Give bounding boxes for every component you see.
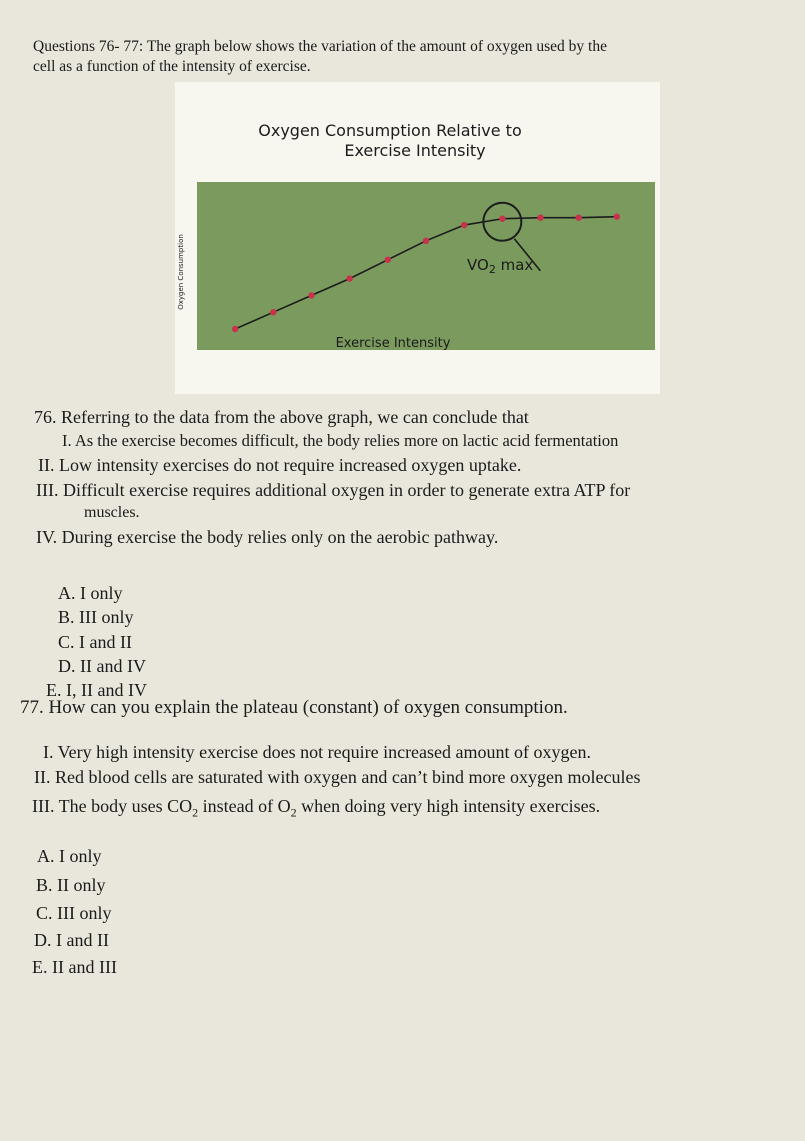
q77-statement-3: III. The body uses $CO_2$ instead of $O_2$ when doing very high intensity exercises. (32, 796, 601, 820)
data-point (270, 309, 276, 315)
data-point (385, 257, 391, 263)
chart-title-line-1: Oxygen Consumption Relative to (258, 121, 522, 140)
q76-statement-3: III. Difficult exercise requires additional oxygen in order to generate extra ATP for (36, 480, 631, 500)
q76-statement-2: II. Low intensity exercises do not require increased oxygen uptake. (38, 455, 522, 475)
q77-option-c[interactable]: C. III only (36, 903, 112, 923)
data-point (537, 215, 543, 221)
vo2-max-annotation: $VO_2$ max (467, 256, 534, 276)
data-point (614, 213, 620, 219)
x-axis-label: Exercise Intensity (335, 336, 451, 351)
q76-option-a[interactable]: A. I only (58, 583, 123, 603)
y-axis-label: Oxygen Consumption (177, 234, 185, 310)
q76-stem: 76. Referring to the data from the above graph, we can conclude that (34, 407, 529, 427)
data-point (232, 326, 238, 332)
intro-line-1: Questions 76- 77: The graph below shows the variation of the amount of oxygen used by the (33, 38, 607, 55)
data-point (499, 216, 505, 222)
q76-statement-3-cont: muscles. (84, 504, 140, 521)
data-point (461, 222, 467, 228)
oxygen-consumption-chart (175, 82, 660, 394)
q76-statement-4: IV. During exercise the body relies only on the aerobic pathway. (36, 527, 499, 547)
data-point (575, 215, 581, 221)
data-point (346, 275, 352, 281)
data-point (423, 238, 429, 244)
q76-option-e[interactable]: E. I, II and IV (46, 680, 147, 700)
intro-line-2: cell as a function of the intensity of exercise. (33, 58, 311, 75)
q77-statement-1: I. Very high intensity exercise does not require increased amount of oxygen. (43, 742, 592, 762)
q76-statement-1: I. As the exercise becomes difficult, the body relies more on lactic acid fermentation (62, 431, 619, 450)
q77-option-d[interactable]: D. I and II (34, 930, 109, 950)
plot-area (197, 182, 655, 350)
chart-title-line-2: Exercise Intensity (344, 141, 486, 160)
q76-option-b[interactable]: B. III only (58, 607, 134, 627)
chart-svg (175, 82, 660, 394)
data-point (308, 292, 314, 298)
q77-option-e[interactable]: E. II and III (32, 957, 117, 977)
q77-statement-2: II. Red blood cells are saturated with oxygen and can’t bind more oxygen molecules (34, 767, 641, 787)
q77-option-a[interactable]: A. I only (37, 846, 102, 866)
q77-option-b[interactable]: B. II only (36, 875, 106, 895)
q76-option-d[interactable]: D. II and IV (58, 656, 146, 676)
q77-stem: 77. How can you explain the plateau (constant) of oxygen consumption. (20, 697, 568, 718)
q76-option-c[interactable]: C. I and II (58, 632, 132, 652)
